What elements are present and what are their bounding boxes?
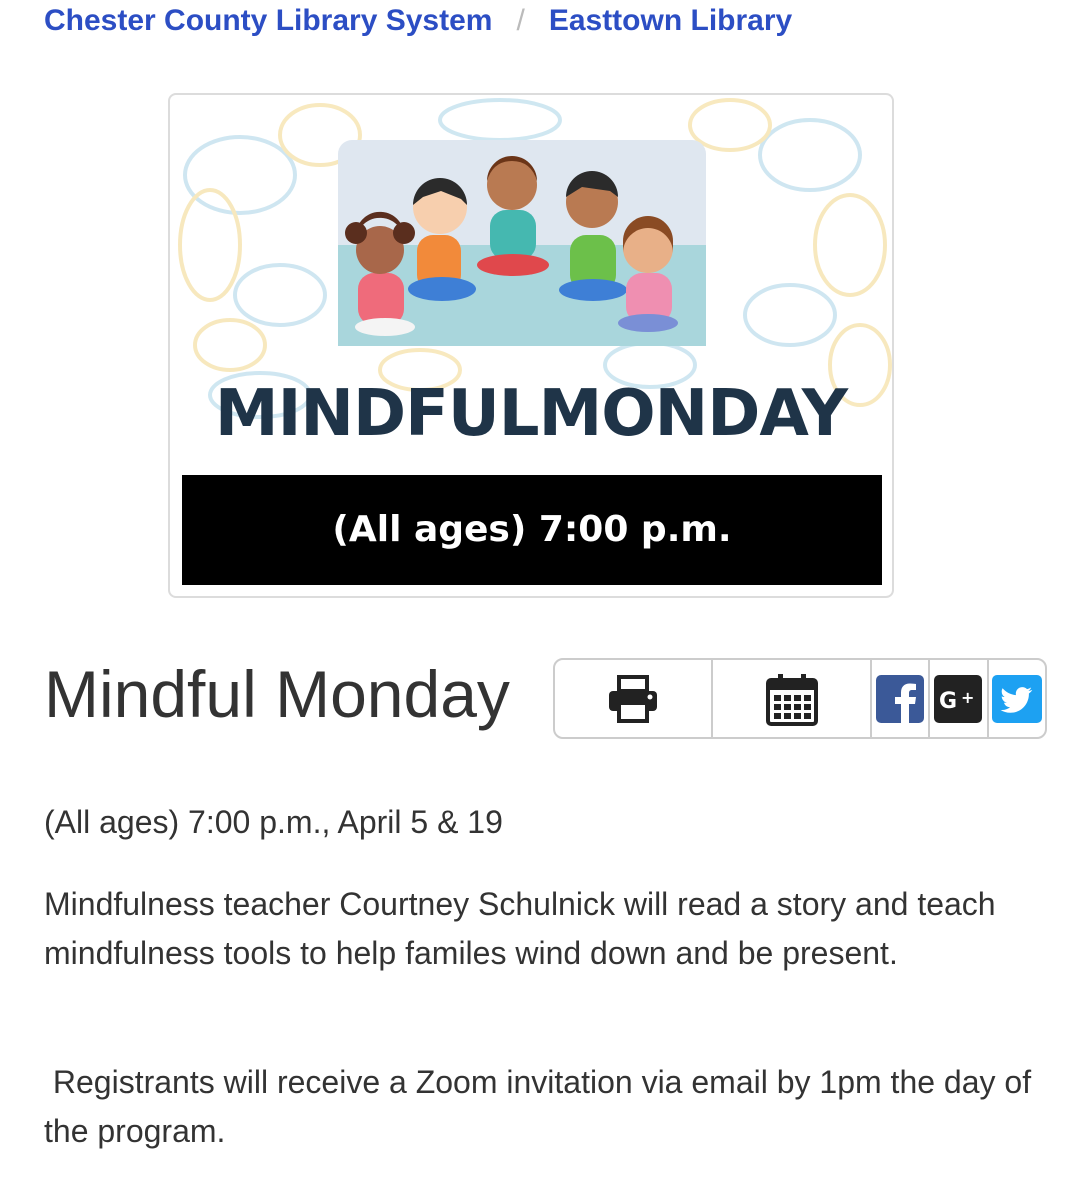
twitter-icon [992,675,1042,723]
add-to-calendar-button[interactable] [713,660,871,737]
share-google-plus-button[interactable] [930,660,988,737]
event-time: (All ages) 7:00 p.m., April 5 & 19 [44,804,503,840]
share-facebook-button[interactable] [872,660,930,737]
event-description: Mindfulness teacher Courtney Schulnick will read a story and teach mindfulness tools to help familes wind down and be present. [44,886,996,971]
breadcrumb-link-library-system[interactable]: Chester County Library System [44,4,493,37]
facebook-icon [876,675,924,723]
breadcrumb-link-easttown-library[interactable]: Easttown Library [548,4,793,37]
svg-text:+: + [961,687,975,707]
share-twitter-button[interactable] [989,660,1045,737]
svg-text:G: G [939,688,958,714]
share-toolbar [553,658,1047,739]
zoom-note: Registrants will receive a Zoom invitation via email by 1pm the day of the program. [44,1064,1040,1149]
flyer-title: MINDFULMONDAY [214,377,848,451]
breadcrumb-separator: / [516,4,525,37]
breadcrumb [44,4,792,38]
page-title: Mindful Monday [44,657,510,731]
calendar-icon [766,672,818,726]
print-button[interactable] [555,660,713,737]
flyer-time-band: (All ages) 7:00 p.m. [182,475,882,585]
printer-icon [607,675,659,723]
google-plus-icon [934,675,982,723]
event-flyer-image [168,93,894,598]
